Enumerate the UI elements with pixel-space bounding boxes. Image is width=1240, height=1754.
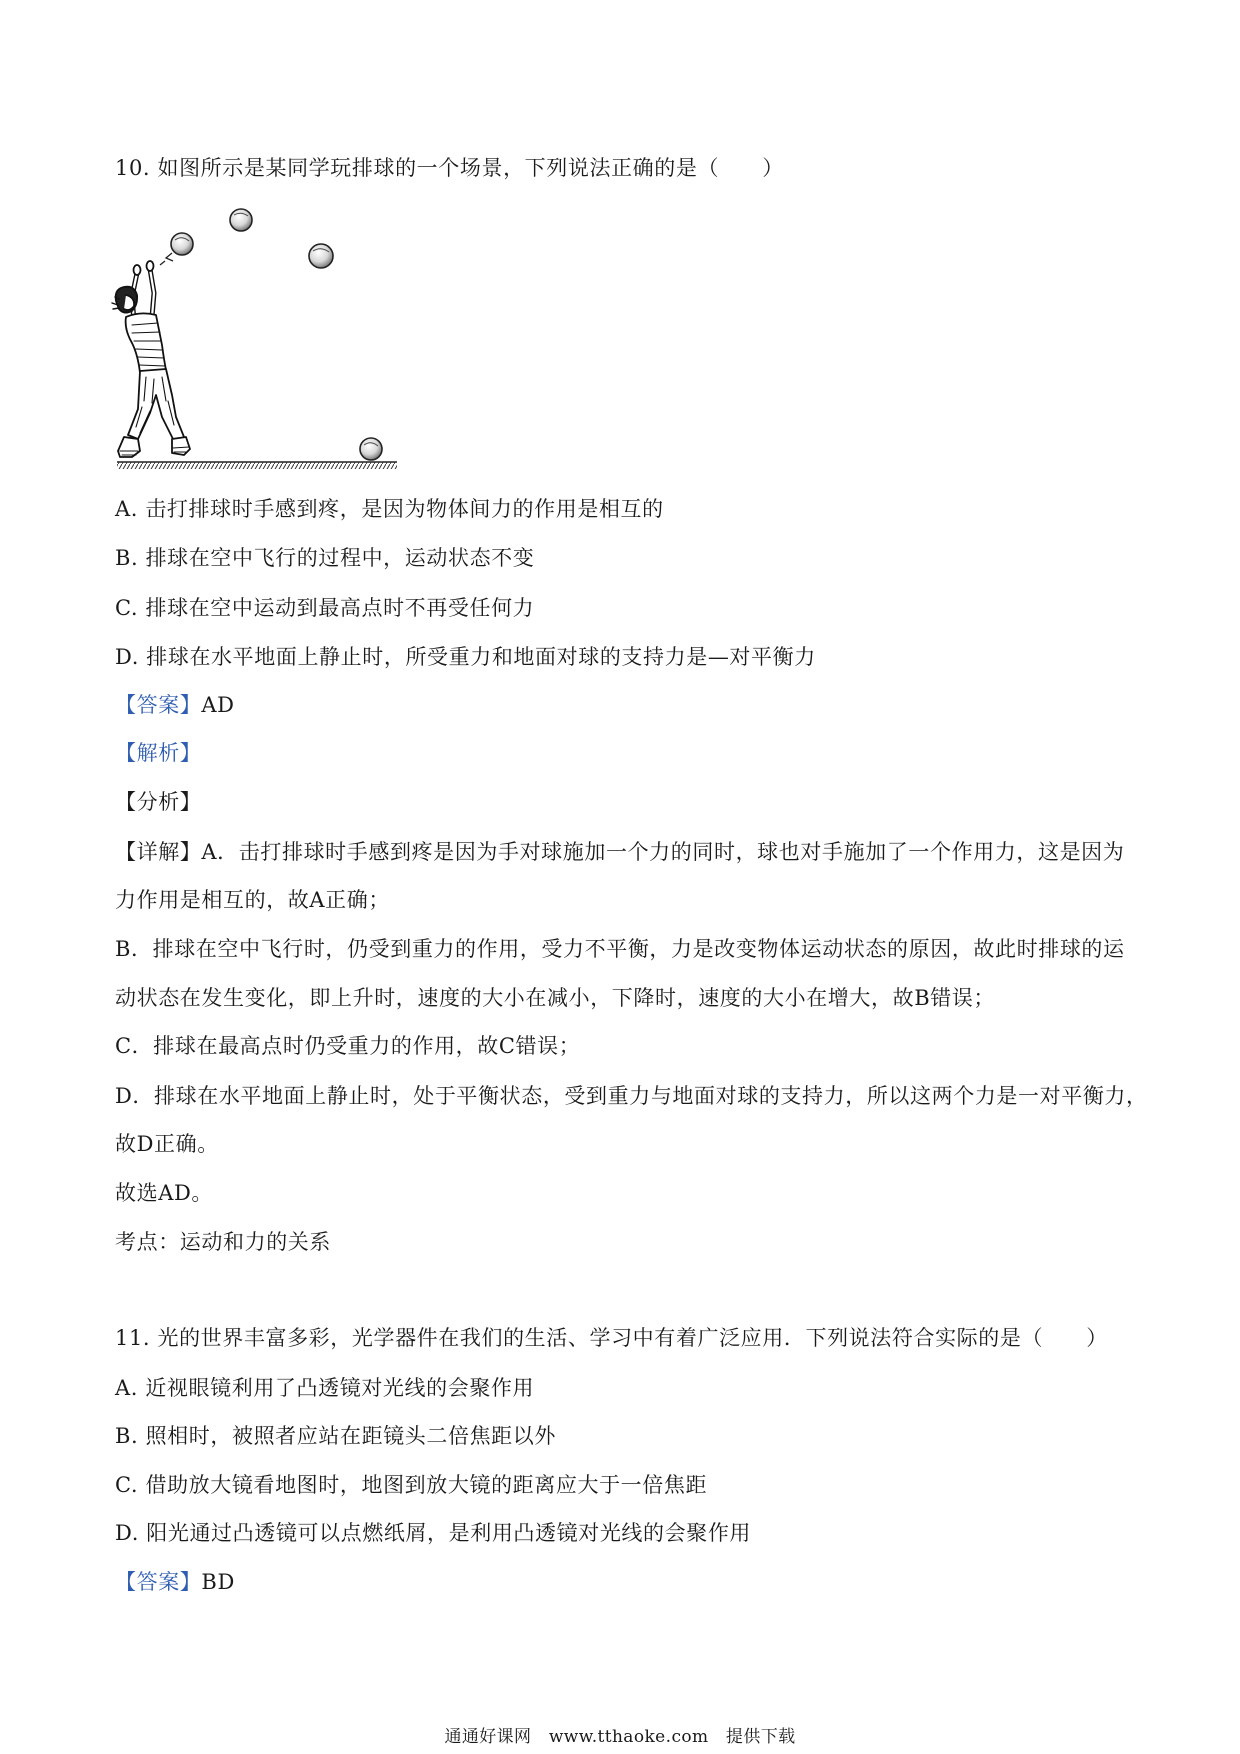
q10-detail-line-7: 故D正确。 [115, 1132, 219, 1156]
ground-line [117, 462, 397, 469]
q10-detail-line-3: B．排球在空中飞行时，仍受到重力的作用，受力不平衡，力是改变物体运动状态的原因，故此时排球的运 [115, 937, 1125, 961]
person [112, 261, 190, 457]
q11-option-b: B. 照相时，被照者应站在距镜头二倍焦距以外 [115, 1424, 556, 1448]
q11-stem: 11. 光的世界丰富多彩，光学器件在我们的生活、学习中有着广泛应用．下列说法符合实际的是（ ） [115, 1326, 1108, 1350]
volleyball-player-figure [110, 205, 410, 470]
q10-kaodian: 考点：运动和力的关系 [115, 1230, 331, 1254]
q10-option-c: C. 排球在空中运动到最高点时不再受任何力 [115, 596, 535, 620]
q11-answer-label: 【答案】 [115, 1570, 202, 1594]
ball-3 [309, 244, 333, 268]
q10-detail-line-1 [115, 839, 1124, 865]
q10-option-d: D. 排球在水平地面上静止时，所受重力和地面对球的支持力是—对平衡力 [115, 645, 816, 669]
q10-conclusion: 故选AD。 [115, 1181, 214, 1205]
q11-option-a: A. 近视眼镜利用了凸透镜对光线的会聚作用 [115, 1376, 535, 1400]
q10-analysis-heading [115, 740, 201, 766]
q11-answer-value: BD [201, 1570, 235, 1594]
q10-answer-value: AD [201, 693, 235, 717]
q10-detail-line-5: C．排球在最高点时仍受重力的作用，故C错误； [115, 1034, 581, 1058]
q10-detail-line-4: 动状态在发生变化，即上升时，速度的大小在减小，下降时，速度的大小在增大，故B错误； [115, 986, 996, 1010]
q10-answer-label: 【答案】 [115, 693, 202, 717]
q10-detail-label: 【详解】 [115, 840, 202, 864]
q10-option-b: B. 排球在空中飞行的过程中，运动状态不变 [115, 546, 535, 570]
q10-fenxi-label: 【分析】 [115, 790, 202, 814]
q10-fenxi-heading [115, 789, 201, 815]
q11-option-c: C. 借助放大镜看地图时，地图到放大镜的距离应大于一倍焦距 [115, 1473, 708, 1497]
q10-analysis-label: 【解析】 [115, 741, 202, 765]
q10-detail-line-2: 力作用是相互的，故A正确； [115, 888, 390, 912]
ball-4 [360, 438, 382, 460]
q10-stem: 10. 如图所示是某同学玩排球的一个场景，下列说法正确的是（ ） [115, 156, 784, 180]
q11-option-d: D. 阳光通过凸透镜可以点燃纸屑，是利用凸透镜对光线的会聚作用 [115, 1521, 752, 1545]
ball-2 [171, 233, 193, 255]
q11-answer [115, 1569, 235, 1595]
q10-detail-text-1: A．击打排球时手感到疼是因为手对球施加一个力的同时，球也对手施加了一个作用力，这是因为 [201, 840, 1125, 864]
ball-1 [230, 209, 252, 231]
q10-answer [115, 692, 235, 718]
motion-marks [160, 253, 173, 265]
page-footer: 通通好课网 www.tthaoke.com 提供下载 [444, 1727, 796, 1747]
q10-detail-line-6: D．排球在水平地面上静止时，处于平衡状态，受到重力与地面对球的支持力，所以这两个力是一对平衡力， [115, 1084, 1148, 1108]
q10-option-a: A. 击打排球时手感到疼，是因为物体间力的作用是相互的 [115, 497, 664, 521]
